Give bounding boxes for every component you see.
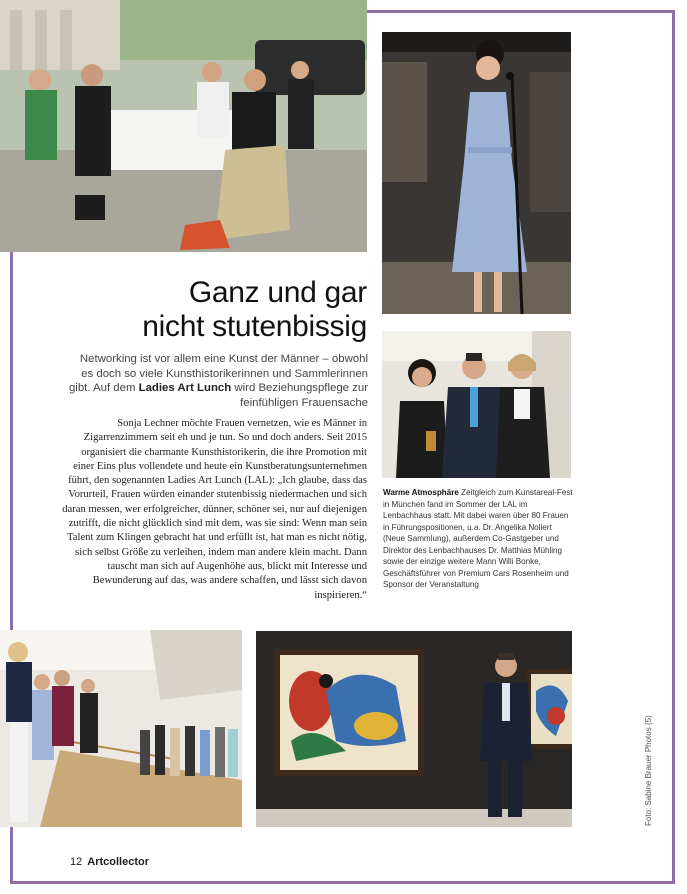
caption-text: Zeitgleich zum Kunstareal-Fest in München fand im Sommer der LAL im Lenbachhaus statt. Mit dabei waren über 80 Frauen in Führungspositionen, u.a. Dr. Angelika Nollert (Neue Sammlung), außerdem Co-Gastgeber und Direktor des Lenbachhauses Dr. Matthias Mühling sowie der einzige weitere Mann Willi Bonke, Geschäftsführer von Premium Cars Rosenheim und Sponsor der Veranstaltung bbox=[383, 488, 573, 589]
lead-text-part-1: Networking ist vor allem eine Kunst der Männer – obwohl es doch so viele Kunsthistorikerinnen und Sammlerinnen gibt. Auf dem bbox=[68, 353, 368, 395]
photo-credit: Foto: Sabine Brauer Photos (5) bbox=[644, 715, 653, 826]
staircase-group-photo bbox=[0, 630, 242, 827]
article-body: Sonja Lechner möchte Frauen vernetzen, wie es Männer in Zigarrenzimmern seit eh und je tun. So und doch anders. Seit 2015 organisiert die charmante Kunsthistorikerin, die ihre Promotion mit einer Eins plus vollendete und heute ein Kunstberatungsunternehmen führt, den sogenannten Ladies Art Lunch (LAL): „Ich glaube, dass das Vorurteil, Frauen würden einander stutenbissig niedermachen und sich daran messen, wer erfolgreicher, dünner, schöner sei, nur auf diejenigen zutrifft, die nicht glücklich sind mit dem, was sie sind: Wenn man sein Talent zum Klingen gebracht hat und erfüllt ist, hat man es nicht nötig, sich selbst Größe zu verleihen, indem man andere klein macht. Dann tauscht man sich auf Augenhöhe aus, blickt mit Interesse und Bewunderung auf das, was andere schaffen, und lässt sich davon inspirieren.“ bbox=[62, 418, 367, 601]
article-headline bbox=[40, 276, 367, 344]
trio-portrait-photo bbox=[382, 331, 571, 478]
speaker-paintings-photo bbox=[256, 631, 572, 827]
page-number: 12 bbox=[70, 856, 83, 868]
magazine-name: Artcollector bbox=[87, 856, 149, 868]
terrace-lunch-photo bbox=[0, 0, 367, 252]
headline-line-1: Ganz und gar bbox=[188, 276, 367, 309]
caption-label: Warme Atmosphäre bbox=[383, 488, 459, 497]
headline-line-2: nicht stutenbissig bbox=[142, 310, 367, 343]
article-lead bbox=[66, 352, 368, 410]
lead-bold-event: Ladies Art Lunch bbox=[138, 382, 232, 395]
photo-caption bbox=[383, 487, 573, 591]
lead-text-part-2: wird Beziehungspflege zur feinfühligen Frauensache bbox=[231, 382, 368, 409]
page-folio bbox=[70, 856, 149, 868]
singer-microphone-photo bbox=[382, 32, 571, 314]
